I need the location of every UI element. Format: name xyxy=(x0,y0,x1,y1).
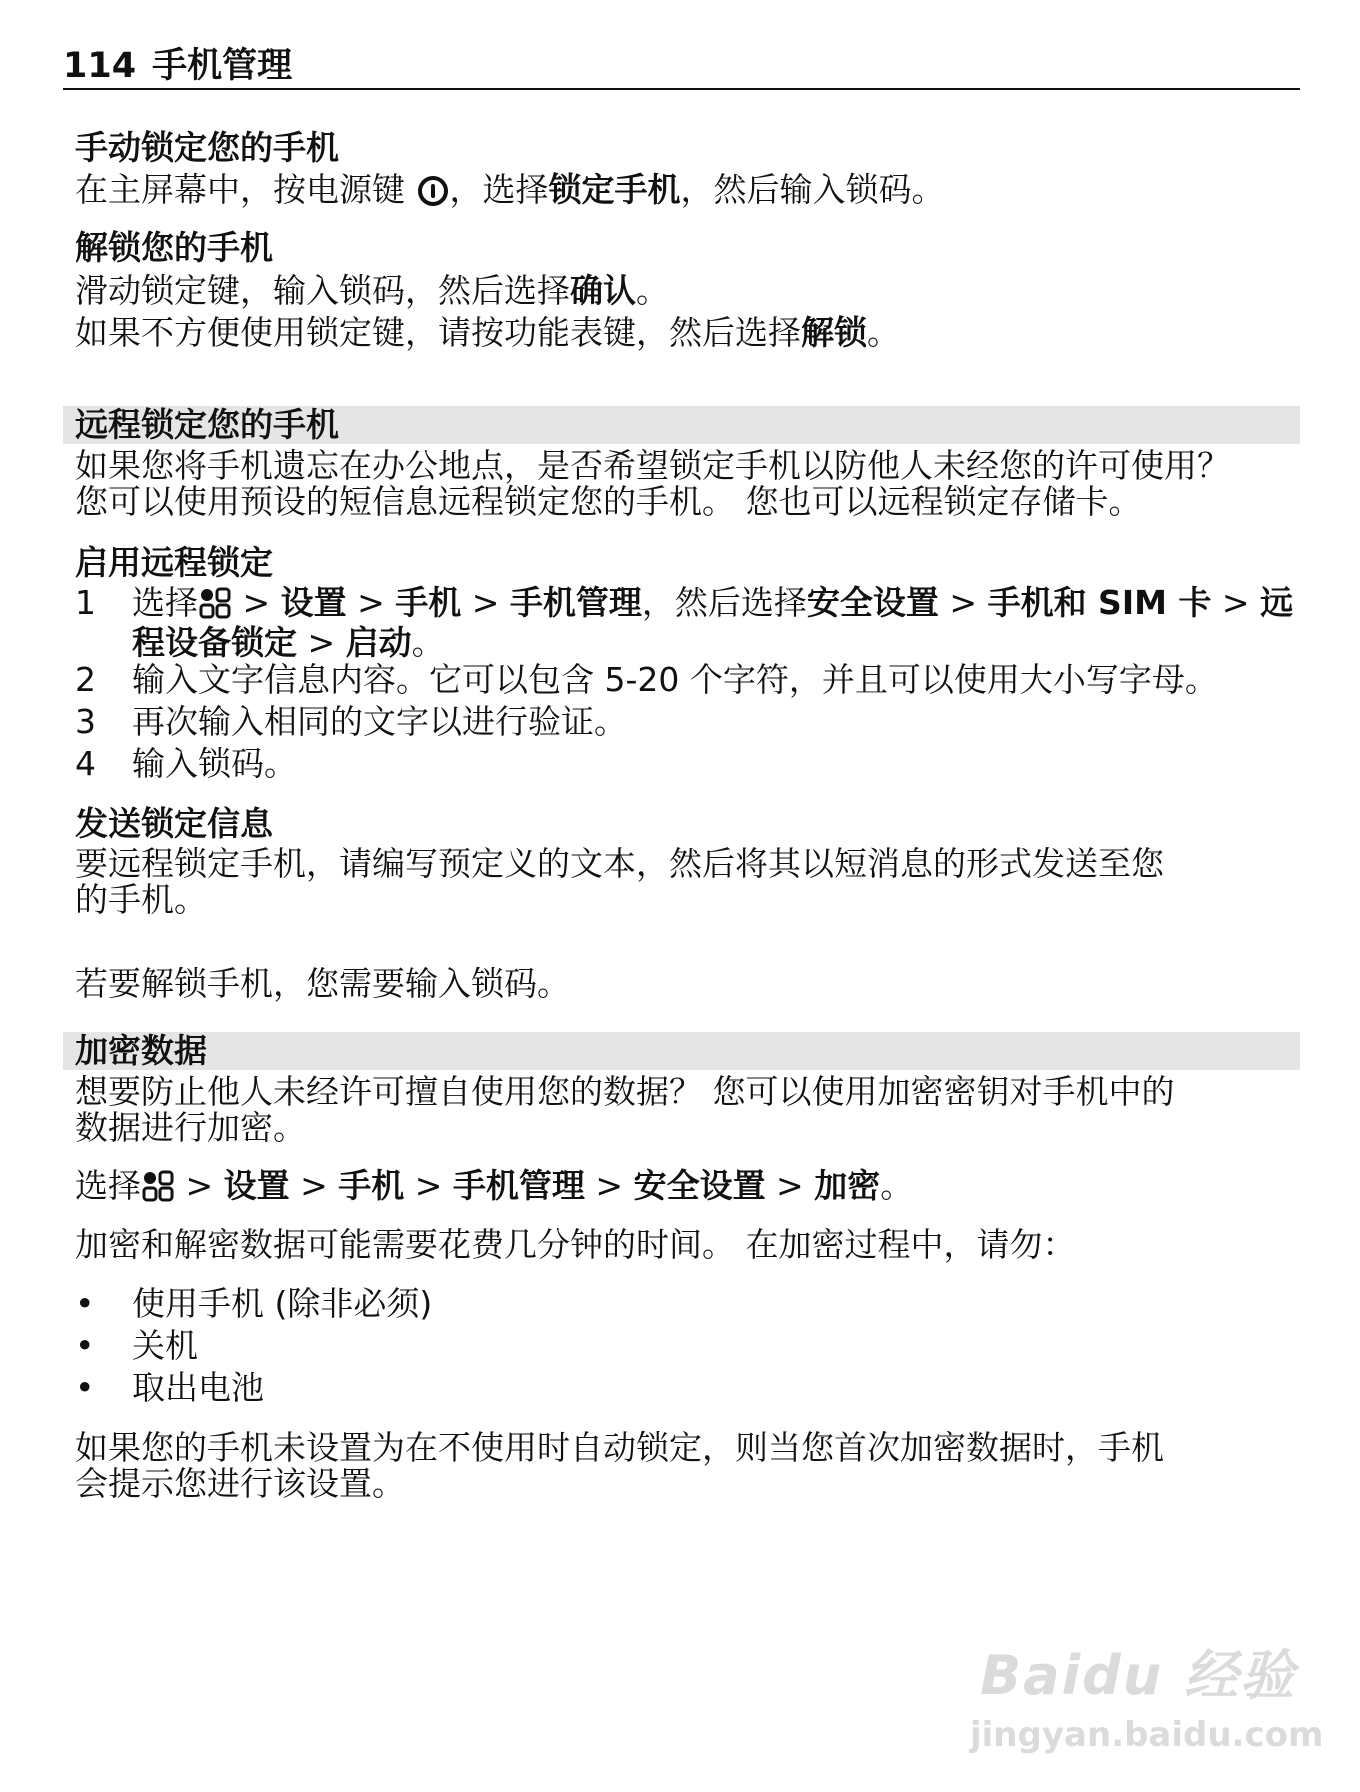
settings-option: 设置 xyxy=(223,1166,290,1205)
sep: > xyxy=(404,1166,453,1205)
confirm-option: 确认 xyxy=(570,271,636,310)
remote-line-1: 如果您将手机遗忘在办公地点，是否希望锁定手机以防他人未经您的许可使用？ xyxy=(75,446,1230,485)
final-line-2: 会提示您进行该设置。 xyxy=(75,1464,405,1503)
unlock-paragraph-2 xyxy=(75,313,1300,353)
baidu-watermark xyxy=(960,1625,1324,1775)
phone-sim-option: 手机和 SIM 卡 xyxy=(987,583,1212,622)
path-select: 选择 xyxy=(75,1166,141,1205)
sep: > xyxy=(461,583,510,622)
bullet-dot: • xyxy=(75,1326,95,1365)
step-number: 1 xyxy=(75,583,96,622)
unlock-option: 解锁 xyxy=(801,313,867,352)
bullet-text: 使用手机 (除非必须) xyxy=(132,1284,433,1323)
phone-option: 手机 xyxy=(338,1166,405,1205)
bullet-dot: • xyxy=(75,1368,95,1407)
power-icon xyxy=(418,176,448,206)
watermark-brand: Baidu 经验 xyxy=(980,1644,1297,1707)
encrypt-line-2: 数据进行加密。 xyxy=(75,1108,306,1147)
encrypt-option: 加密 xyxy=(814,1166,881,1205)
encrypt-section-band xyxy=(63,1032,1300,1070)
encrypt-line-1: 想要防止他人未经许可擅自使用您的数据？ 您可以使用加密密钥对手机中的 xyxy=(75,1072,1175,1111)
unlock-paragraph-1 xyxy=(75,271,1300,311)
lock-text-end: ，然后输入锁码。 xyxy=(680,170,945,209)
bullet-dot: • xyxy=(75,1284,95,1323)
lock-text-start: 在主屏幕中，按电源键 xyxy=(75,170,405,209)
phone-mgmt-option: 手机管理 xyxy=(452,1166,585,1205)
unlock-text-1-end: 。 xyxy=(636,271,669,310)
sep: > xyxy=(938,583,988,622)
sep: > xyxy=(175,1166,224,1205)
remote-lock-option: 远程设备锁定 xyxy=(132,583,1294,662)
step-text: 输入锁码。 xyxy=(132,744,297,783)
step-1-end: 。 xyxy=(411,623,445,662)
security-option: 安全设置 xyxy=(806,583,939,622)
step-1-select: 选择 xyxy=(132,583,198,622)
send-line-2: 的手机。 xyxy=(75,880,207,919)
sep: > xyxy=(584,1166,634,1205)
final-line-1: 如果您的手机未设置为在不使用时自动锁定，则当您首次加密数据时，手机 xyxy=(75,1428,1164,1467)
step-number: 3 xyxy=(75,702,96,741)
phone-mgmt-option: 手机管理 xyxy=(509,583,642,622)
remote-section-band xyxy=(63,406,1300,444)
watermark-url: jingyan.baidu.com xyxy=(970,1715,1324,1755)
bullet-text: 取出电池 xyxy=(132,1368,264,1407)
sep: > xyxy=(1211,583,1261,622)
step-text: 再次输入相同的文字以进行验证。 xyxy=(132,702,627,741)
sep: > xyxy=(346,583,396,622)
enable-option: 启动 xyxy=(345,623,412,662)
step-1-then: ，然后选择 xyxy=(641,583,807,622)
page-header xyxy=(63,44,1300,90)
step-1 xyxy=(75,583,1300,667)
encrypt-section-heading: 加密数据 xyxy=(75,1031,207,1070)
lock-text-mid: ，选择 xyxy=(449,170,549,209)
send-line-1: 要远程锁定手机，请编写预定义的文本，然后将其以短消息的形式发送至您 xyxy=(75,844,1164,883)
lock-heading: 手动锁定您的手机 xyxy=(75,128,339,167)
lock-paragraph xyxy=(75,170,1300,210)
sep: > xyxy=(297,623,346,662)
step-number: 4 xyxy=(75,744,96,783)
remote-line-2: 您可以使用预设的短信息远程锁定您的手机。 您也可以远程锁定存储卡。 xyxy=(75,482,1142,521)
enable-heading: 启用远程锁定 xyxy=(75,543,273,582)
lock-phone-option: 锁定手机 xyxy=(548,170,681,209)
sep: > xyxy=(289,1166,339,1205)
menu-icon xyxy=(198,586,232,620)
step-text xyxy=(132,583,1300,663)
path-end: 。 xyxy=(880,1166,914,1205)
phone-option: 手机 xyxy=(395,583,462,622)
settings-option: 设置 xyxy=(280,583,347,622)
step-number: 2 xyxy=(75,660,96,699)
encrypt-path xyxy=(75,1166,1300,1206)
unlock-text-1: 滑动锁定键，输入锁码，然后选择 xyxy=(75,271,570,310)
encrypt-time-note: 加密和解密数据可能需要花费几分钟的时间。 在加密过程中，请勿： xyxy=(75,1225,1076,1264)
unlock-heading: 解锁您的手机 xyxy=(75,228,273,267)
bullet-text: 关机 xyxy=(132,1326,198,1365)
security-option: 安全设置 xyxy=(633,1166,766,1205)
menu-icon xyxy=(141,1169,175,1203)
page-number: 114 xyxy=(63,46,137,86)
chapter-title: 手机管理 xyxy=(152,46,293,86)
remote-section-heading: 远程锁定您的手机 xyxy=(75,405,339,444)
sep: > xyxy=(765,1166,815,1205)
send-heading: 发送锁定信息 xyxy=(75,804,273,843)
unlock-text-2-end: 。 xyxy=(867,313,900,352)
step-text: 输入文字信息内容。它可以包含 5-20 个字符，并且可以使用大小写字母。 xyxy=(132,660,1218,699)
sep: > xyxy=(232,583,281,622)
unlock-text-2: 如果不方便使用锁定键，请按功能表键，然后选择 xyxy=(75,313,801,352)
unlock-note: 若要解锁手机，您需要输入锁码。 xyxy=(75,964,570,1003)
